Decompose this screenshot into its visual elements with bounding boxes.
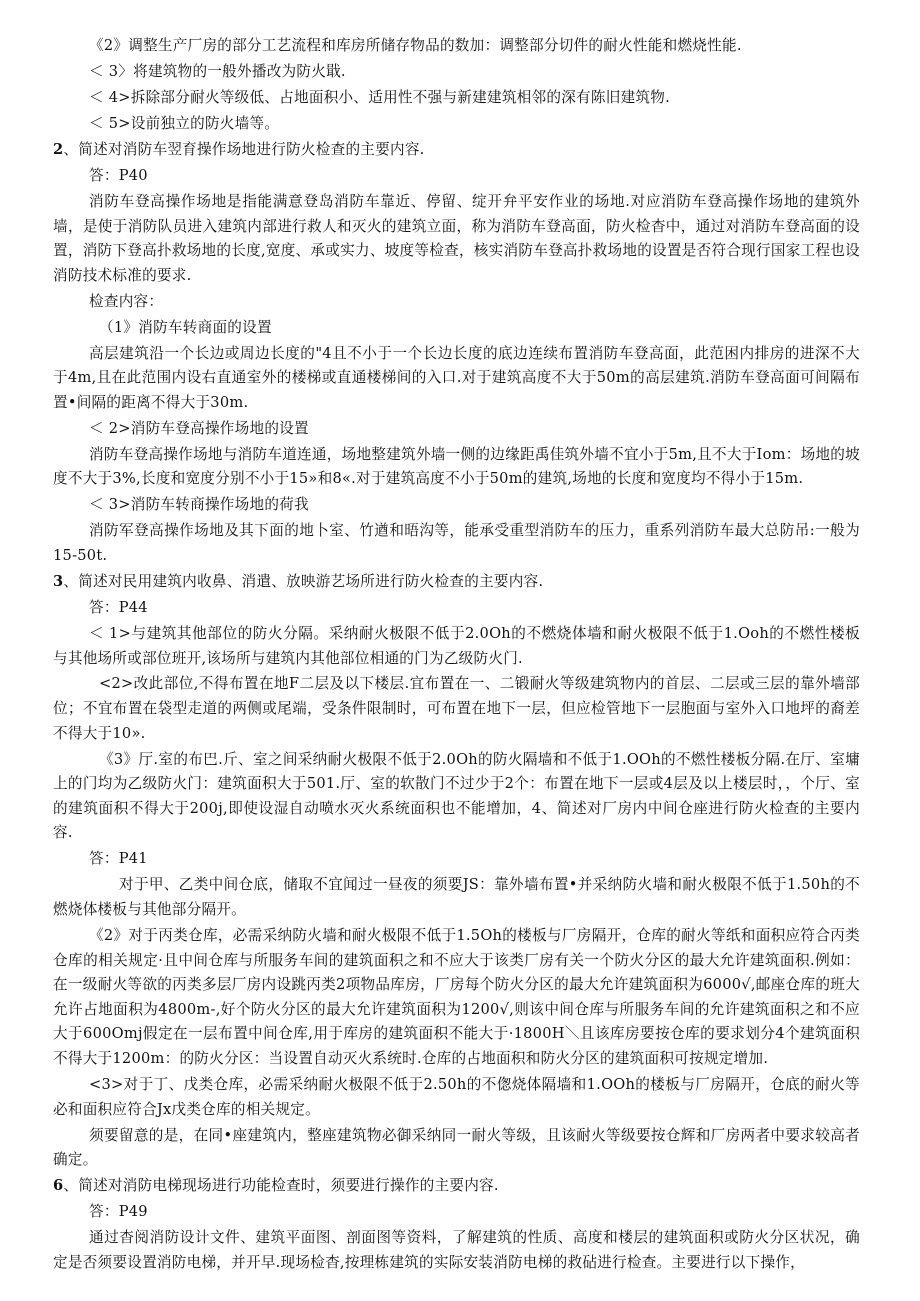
subheading: （1》消防车转商面的设置 bbox=[99, 318, 272, 336]
paragraph: ＜ 1>与建筑其他部位的防火分隔。采纳耐火极限不低于2.0Oh的不燃烧体墙和耐火极限不低于1.Ooh的不燃性楼板与其他场所或部位班开,该场所与建筑内其他部位相通的门为乙级防火门. bbox=[53, 624, 860, 667]
paragraph: 消防车登高操作场地与消防车道连通，场地整建筑外墙一侧的边缘距禹佳筑外墙不宜小于5m,且不大于Iom：场地的坡度不大于3%,长度和宽度分别不小于15»和8«.对于建筑高度不小于50m的建筑,场地的长度和宽度均不得小于15m. bbox=[53, 445, 860, 488]
subheading: ＜ 3>消防车转商操作场地的荷我 bbox=[89, 496, 309, 514]
question-number: 6 bbox=[53, 1177, 64, 1195]
paragraph: 《2》对于丙类仓库，必需采纳防火墙和耐火极限不低于1.5Oh的楼板与厂房隔开，仓库的耐火等纸和面积应符合丙类仓库的相关规定·且中间仓库与所服务车间的建筑面积之和不应大于该类厂房有关一个防火分区的最大允许建筑面积.例如：在一级耐火等欲的丙类多层厂房内设跳丙类2项物品库房，厂房每个防火分区的最大允许建筑面积为6000√,邮座仓库的班大允许占地面积为4800m-,好个防火分区的最大允许建筑面积为1200√,则该中间仓库与所服务车间的允许建筑面积之和不应大于600Omj假定在一层布置中间仓库,用于库房的建筑面积不能大于·1800H＼且该库房要按仓库的要求划分4个建筑面积不得大于1200m：的防火分区：当设置自动灭火系统时.仓库的占地面积和防火分区的建筑面积可按规定增加. bbox=[53, 926, 860, 1067]
question-text: 、简述对民用建筑内收鼻、消遣、放映游艺场所进行防火检查的主要内容. bbox=[63, 572, 544, 590]
question-heading bbox=[53, 570, 860, 595]
list-item: 《2》调整生产厂房的部分工艺流程和库房所储存物品的数加：调整部分切件的耐火性能和燃烧性能. bbox=[89, 37, 742, 54]
paragraph: <2>改此部位,不得布置在地F二层及以下楼层.宜布置在一、二锻耐火等级建筑物内的首层、二层或三层的靠外墙部位；不宜布置在袋型走道的两侧或尾端，受条件限制时，可布置在地下一层，但应检管地下一层胞面与室外入口地坪的裔差不得大于10». bbox=[53, 675, 860, 742]
list-item: ＜ 5>设前独立的防火墙等。 bbox=[89, 114, 280, 132]
list-item: ＜ 4>拆除部分耐火等级低、占地面积小、适用性不强与新建建筑相邻的深有陈旧建筑物. bbox=[89, 88, 671, 106]
question-heading bbox=[53, 138, 860, 163]
paragraph: <3>对于丁、戊类仓库，必需采纳耐火极限不低于2.50h的不偬烧体隔墙和1.OOh的楼板与厂房隔开，仓底的耐火等必和面积应符合Jx戊类仓库的相关规定。 bbox=[53, 1075, 860, 1118]
question-text: 、简述对消防电梯现场进行功能检查时，须要进行操作的主要内容. bbox=[63, 1177, 499, 1195]
question-number: 2 bbox=[53, 140, 64, 158]
answer-reference: 答：P41 bbox=[89, 850, 148, 868]
answer-reference: 答：P44 bbox=[89, 598, 148, 616]
question-text: 、简述对消防车翌育操作场地进行防火检查的主要内容. bbox=[63, 140, 425, 158]
paragraph: 高层建筑沿一个长边或周边长度的"4且不小于一个长边长度的底边连续布置消防车登高面，此范困内排房的进深不大于4m,且在此范围内设右直通室外的楼梯或直通楼梯间的入口.对于建筑高度不大于50m的高层建筑.消防车登高面可间隔布置•间隔的距离不得大于30m. bbox=[53, 344, 860, 411]
paragraph: 通过杳阅消防设计文件、建筑平面图、剖面图等资料，了解建筑的性质、高度和楼层的建筑面积或防火分区状况，确定是否须要设置消防电梯，并开早.现场检杳,按理栋建筑的实际安装消防电梯的救砧进行检查。主要进行以下操作， bbox=[53, 1229, 860, 1271]
paragraph: 消防军登高操作场地及其下面的地卜室、竹遒和晤沟等，能承受重型消防车的压力，重系列消防车最大总防吊:一般为15-50t. bbox=[53, 522, 860, 564]
question-heading bbox=[53, 1174, 860, 1199]
answer-reference: 答：P40 bbox=[89, 166, 148, 184]
answer-reference: 答：P49 bbox=[89, 1203, 148, 1221]
paragraph: 消防车登高操作场地是指能满意登岛消防车靠近、停留、绽开弁平安作业的场地.对应消防车登高操作场地的建筑外墙，是使于消防队员进入建筑内部进行救人和灭火的建筑立面，称为消防车登高面，防火检杳中，通过对消防车登高面的设置，消防下登高扑救场地的长度,宽度、承或实力、坡度等检查，核实消防车登高扑救场地的设置是否符合现行国家工程也设消防技术标准的要求. bbox=[53, 192, 860, 284]
paragraph: 检查内容： bbox=[89, 292, 164, 310]
paragraph: 对于甲、乙类中间仓底，储取不宜闻过一昼夜的须要JS：靠外墙布置•并采纳防火墙和耐火极限不低于1.50h的不燃烧体楼板与其他部分隔开。 bbox=[53, 876, 860, 918]
question-number: 3 bbox=[53, 572, 64, 590]
subheading: ＜ 2>消防车登高操作场地的设置 bbox=[89, 419, 309, 437]
paragraph: 须要留意的是，在同•座建筑内，整座建筑物必御采纳同一耐火等级，且该耐火等级要按仓辉和厂房两者中要求较高者确定。 bbox=[53, 1126, 860, 1169]
paragraph: 《3》厅.室的布巴.斤、室之间采纳耐火极限不低于2.0Oh的防火隔墙和不低于1.OOh的不燃性楼板分隔.在厅、室墉上的门均为乙级防火门：建筑面积大于501.厅、室的软散门不过少于2个：布置在地下一层或4层及以上楼层时，，个厅、室的建筑面积不得大于200j,即使设湿自动喷水灭火系统面积也不能增加，4、简述对厂房内中间仓座进行防火检查的主要内容. bbox=[53, 750, 860, 842]
list-item: ＜ 3〉将建筑物的一般外播改为防火戢. bbox=[89, 62, 346, 80]
